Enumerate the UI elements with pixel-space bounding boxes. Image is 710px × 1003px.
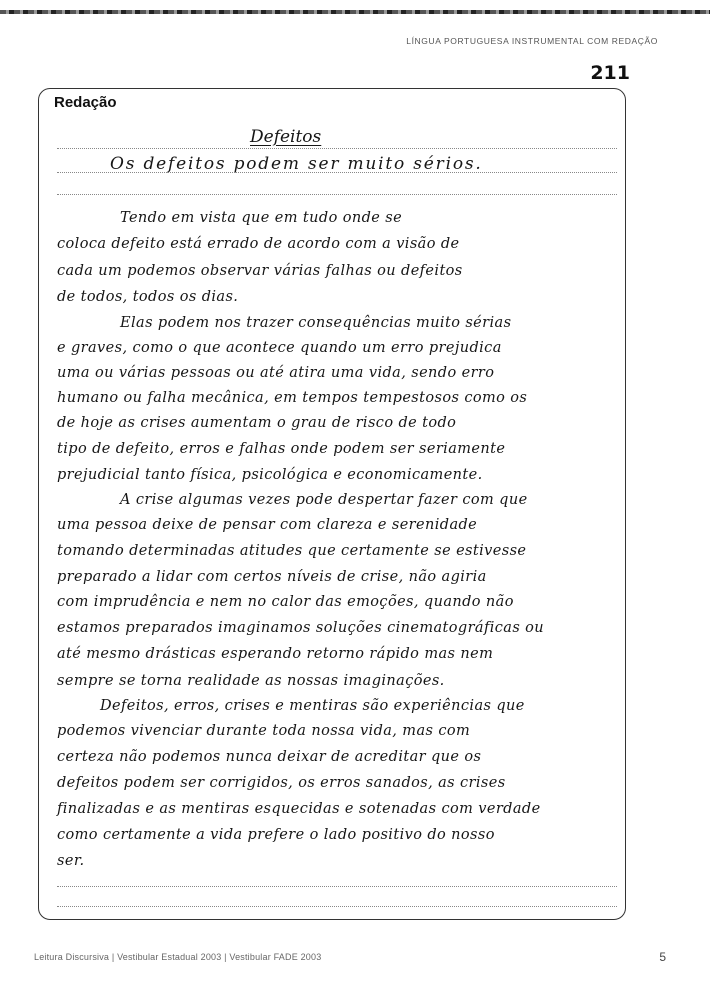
writing-rule xyxy=(57,172,617,173)
essay-line: Defeitos, erros, crises e mentiras são experiências que xyxy=(100,698,525,714)
section-title: Redação xyxy=(54,94,117,111)
writing-rule xyxy=(57,194,617,195)
essay-line: coloca defeito está errado de acordo com a visão de xyxy=(57,236,460,252)
scan-border xyxy=(0,10,710,14)
essay-title: Defeitos xyxy=(250,127,322,147)
essay-line: cada um podemos observar várias falhas ou defeitos xyxy=(57,263,463,279)
essay-line: e graves, como o que acontece quando um erro prejudica xyxy=(57,340,502,356)
essay-line: de hoje as crises aumentam o grau de risco de todo xyxy=(57,415,457,431)
essay-line: Tendo em vista que em tudo onde se xyxy=(120,210,403,226)
essay-line: humano ou falha mecânica, em tempos tempestosos como os xyxy=(57,390,528,406)
essay-line: uma pessoa deixe de pensar com clareza e serenidade xyxy=(57,517,478,533)
writing-rule xyxy=(57,906,617,907)
writing-rule xyxy=(57,886,617,887)
essay-line: Elas podem nos trazer consequências muito sérias xyxy=(120,315,512,331)
essay-line: como certamente a vida prefere o lado positivo do nosso xyxy=(57,827,495,843)
essay-line: ser. xyxy=(57,853,85,869)
essay-line: preparado a lidar com certos níveis de crise, não agiria xyxy=(57,569,487,585)
footer-page-mark: 5 xyxy=(659,950,666,964)
essay-line: tipo de defeito, erros e falhas onde podem ser seriamente xyxy=(57,441,506,457)
essay-line: prejudicial tanto física, psicológica e economicamente. xyxy=(57,467,483,483)
essay-line: sempre se torna realidade as nossas imaginações. xyxy=(57,673,445,689)
essay-line: defeitos podem ser corrigidos, os erros sanados, as crises xyxy=(57,775,506,791)
footer-credits: Leitura Discursiva | Vestibular Estadual 2003 | Vestibular FADE 2003 xyxy=(34,952,322,962)
essay-line: até mesmo drásticas esperando retorno rápido mas nem xyxy=(57,646,494,662)
essay-subtitle: Os defeitos podem ser muito sérios. xyxy=(110,154,483,174)
essay-line: estamos preparados imaginamos soluções cinematográficas ou xyxy=(57,620,545,636)
running-header: LÍNGUA PORTUGUESA INSTRUMENTAL COM REDAÇÃO xyxy=(406,36,658,46)
writing-rule xyxy=(57,148,617,149)
essay-line: tomando determinadas atitudes que certamente se estivesse xyxy=(57,543,527,559)
essay-line: finalizadas e as mentiras esquecidas e sotenadas com verdade xyxy=(57,801,541,817)
handwritten-page-number: 211 xyxy=(590,62,630,84)
essay-line: certeza não podemos nunca deixar de acreditar que os xyxy=(57,749,482,765)
essay-line: de todos, todos os dias. xyxy=(57,289,239,305)
essay-line: com imprudência e nem no calor das emoções, quando não xyxy=(57,594,514,610)
essay-line: uma ou várias pessoas ou até atira uma vida, sendo erro xyxy=(57,365,495,381)
essay-line: A crise algumas vezes pode despertar fazer com que xyxy=(120,492,528,508)
essay-line: podemos vivenciar durante toda nossa vida, mas com xyxy=(57,723,471,739)
